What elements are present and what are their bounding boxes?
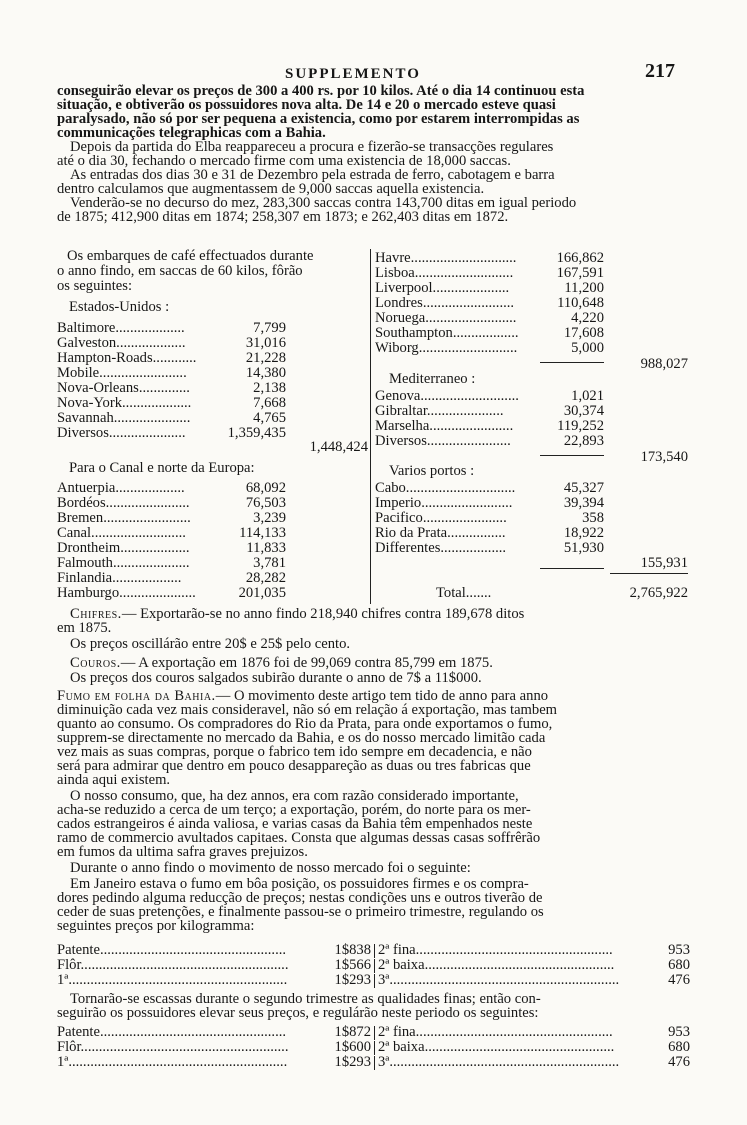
var-port-name: Differentes.................. — [375, 541, 507, 556]
us-port-value: 4,765 — [253, 410, 286, 426]
us-total: 1,448,424 — [309, 439, 368, 455]
price-grade: 1ª............................................................ — [57, 973, 288, 988]
us-port-value: 7,668 — [253, 395, 286, 411]
fumo-text: — O movimento deste artigo tem tido de anno para anno — [215, 688, 549, 704]
us-port-name: Galveston................... — [57, 336, 186, 351]
running-header: SUPPLEMENTO — [285, 66, 421, 82]
price-value: 953 — [668, 1024, 690, 1040]
north-total: 988,027 — [640, 356, 688, 372]
north-port-value: 11,200 — [564, 280, 604, 296]
us-port-name: Nova-York................... — [57, 396, 192, 411]
fumo-p4-line: Em Janeiro estava o fumo em bôa posição, os possuidores firmes e os compra- — [70, 876, 529, 892]
price-value: 680 — [668, 957, 690, 973]
sum-rule — [540, 568, 604, 569]
north-port-value: 17,608 — [563, 325, 604, 341]
shipments-intro: os seguintes: — [57, 278, 132, 294]
price-grade: 2ª fina...................................................... — [378, 1025, 613, 1040]
chifres-line: em 1875. — [57, 620, 112, 636]
var-port-value: 39,394 — [563, 495, 604, 511]
chifres-prices: Os preços oscillárão entre 20$ e 25$ pelo cento. — [70, 636, 351, 652]
price-grade: 2ª baixa.................................................... — [378, 958, 615, 973]
sum-rule — [610, 573, 688, 574]
para2-line: Depois da partida do Elba reappareceu a procura e fizerão-se transacções regulares — [70, 139, 554, 155]
couros-text: — A exportação em 1876 foi de 99,069 contra 85,799 em 1875. — [120, 655, 493, 671]
us-port-name: Hampton-Roads............ — [57, 351, 197, 366]
fumo-p2-line: acha-se reduzido a cerca de um terço; a exportação, porém, do norte para os mer- — [57, 802, 531, 818]
fumo-p3-line: Durante o anno findo o movimento de nosso mercado foi o seguinte: — [70, 860, 471, 876]
fumo-line: ainda aqui existem. — [57, 772, 171, 788]
north-port-name: Southampton.................. — [375, 326, 519, 341]
var-port-value: 45,327 — [563, 480, 604, 496]
med-port-name: Gibraltar..................... — [375, 404, 504, 419]
med-port-value: 1,021 — [571, 388, 604, 404]
eu-port-name: Antuerpia................... — [57, 481, 185, 496]
med-port-value: 22,893 — [563, 433, 604, 449]
us-port-value: 14,380 — [245, 365, 286, 381]
var-port-value: 51,930 — [563, 540, 604, 556]
price-divider — [374, 959, 375, 973]
north-port-value: 166,862 — [556, 250, 604, 266]
para1-line: situação, e obtiverão os possuidores nova alta. De 14 e 20 o mercado esteve quasi — [57, 97, 556, 113]
var-port-name: Imperio......................... — [375, 496, 513, 511]
var-heading: Varios portos : — [389, 463, 475, 479]
eu-port-value: 68,092 — [245, 480, 286, 496]
chifres-text: — Exportarão-se no anno findo 218,940 chifres contra 189,678 ditos — [121, 606, 525, 622]
us-port-name: Savannah..................... — [57, 411, 191, 426]
chifres-label: Chifres. — [70, 606, 122, 622]
price-grade: 1ª............................................................ — [57, 1055, 288, 1070]
us-port-value: 7,799 — [253, 320, 286, 336]
eu-port-value: 114,133 — [239, 525, 286, 541]
north-port-name: Havre............................. — [375, 251, 517, 266]
price-value: 476 — [668, 1054, 690, 1070]
fumo-p4-line: ceder de suas pretenções, e finalmente passou-se o primeiro trimestre, regulando os — [57, 904, 544, 920]
eu-port-value: 3,239 — [253, 510, 286, 526]
var-total: 155,931 — [640, 555, 688, 571]
column-divider — [370, 249, 371, 604]
price-grade: Patente................................................... — [57, 943, 287, 958]
couros-label: Couros. — [70, 655, 121, 671]
shipments-intro: o anno findo, em saccas de 60 kilos, fôrão — [57, 263, 303, 279]
price-grade: 2ª fina...................................................... — [378, 943, 613, 958]
fumo-line: quanto ao consumo. Os compradores do Rio da Prata, para onde exportamos o fumo, — [57, 716, 553, 732]
para2-line: até o dia 30, fechando o mercado firme com uma existencia de 18,000 saccas. — [57, 153, 511, 169]
sum-rule — [540, 362, 604, 363]
fumo-p4-line: seguintes preços por kilogramma: — [57, 918, 255, 934]
us-port-name: Diversos..................... — [57, 426, 186, 441]
para1-line: communicações telegraphicas com a Bahia. — [57, 125, 326, 141]
total-label-text: Total — [436, 585, 466, 601]
us-port-name: Baltimore................... — [57, 321, 185, 336]
med-port-name: Genova........................... — [375, 389, 519, 404]
fumo-p2-line: ramo de commercio avultados capitaes. Consta que algumas dessas casas soffrêrão — [57, 830, 541, 846]
var-port-name: Rio da Prata................ — [375, 526, 506, 541]
north-port-name: Lisboa........................... — [375, 266, 514, 281]
eu-port-name: Hamburgo..................... — [57, 586, 196, 601]
us-port-value: 2,138 — [253, 380, 286, 396]
eu-port-value: 76,503 — [245, 495, 286, 511]
fumo-line: será para admirar que dentro em pouco desappareção as duas ou tres fabricas que — [57, 758, 531, 774]
total-label: Total....... — [436, 585, 492, 601]
eu-port-name: Canal.......................... — [57, 526, 186, 541]
eu-port-value: 201,035 — [238, 585, 286, 601]
us-port-name: Nova-Orleans.............. — [57, 381, 190, 396]
eu-port-value: 3,781 — [253, 555, 286, 571]
med-port-value: 119,252 — [557, 418, 604, 434]
north-port-value: 167,591 — [556, 265, 604, 281]
couros-line: Os preços dos couros salgados subirão durante o anno de 7$ a 11$000. — [70, 670, 482, 686]
north-port-value: 5,000 — [571, 340, 604, 356]
para3-line: As entradas dos dias 30 e 31 de Dezembro pela estrada de ferro, cabotagem e barra — [70, 167, 555, 183]
para1-line: paralysado, não só por ser pequena a existencia, como por estarem interrompidas as — [57, 111, 580, 127]
eu-port-name: Finlandia................... — [57, 571, 182, 586]
fumo-p2-line: em fumos da ultima safra graves prejuizos. — [57, 844, 308, 860]
us-port-name: Mobile........................ — [57, 366, 187, 381]
couros-line — [70, 656, 493, 671]
fumo-line: diminuição cada vez mais consideravel, não só em relação á exportação, mas tambem — [57, 702, 558, 718]
eu-heading: Para o Canal e norte da Europa: — [69, 460, 255, 476]
price-value: 680 — [668, 1039, 690, 1055]
med-heading: Mediterraneo : — [389, 371, 476, 387]
price-value: 953 — [668, 942, 690, 958]
price-grade: 2ª baixa.................................................... — [378, 1040, 615, 1055]
price-grade: Flôr......................................................... — [57, 1040, 289, 1055]
para4-line: de 1875; 412,900 ditas em 1874; 258,307 em 1873; e 262,403 ditas em 1872. — [57, 209, 509, 225]
fumo-p4-line: dores pedindo alguma reducção de preços; nestas condições uns e outros tiverão de — [57, 890, 543, 906]
shipments-intro: Os embarques de café effectuados durante — [67, 248, 314, 264]
para1-line: conseguirão elevar os preços de 300 a 400 rs. por 10 kilos. Até o dia 14 continuou esta — [57, 83, 585, 99]
med-port-name: Marselha....................... — [375, 419, 514, 434]
eu-port-value: 11,833 — [246, 540, 286, 556]
eu-port-name: Bordéos....................... — [57, 496, 190, 511]
eu-port-name: Falmouth..................... — [57, 556, 190, 571]
fumo-p5-line: Tornarão-se escassas durante o segundo trimestre as qualidades finas; então con- — [70, 991, 541, 1007]
price-grade: Patente................................................... — [57, 1025, 287, 1040]
price-value: 1$293 — [334, 972, 371, 988]
med-total: 173,540 — [640, 449, 688, 465]
var-port-value: 358 — [582, 510, 604, 526]
grand-total: 2,765,922 — [629, 585, 688, 601]
price-grade: 3ª............................................................... — [378, 973, 620, 988]
price-value: 1$566 — [334, 957, 371, 973]
sum-rule — [540, 455, 604, 456]
us-port-value: 1,359,435 — [227, 425, 286, 441]
var-port-name: Cabo.............................. — [375, 481, 516, 496]
price-value: 1$872 — [334, 1024, 371, 1040]
price-grade: 3ª............................................................... — [378, 1055, 620, 1070]
north-port-name: Liverpool..................... — [375, 281, 510, 296]
eu-port-name: Drontheim................... — [57, 541, 190, 556]
eu-port-name: Bremen........................ — [57, 511, 191, 526]
para4-line: Venderão-se no decurso do mez, 283,300 saccas contra 143,700 ditas em igual periodo — [70, 195, 577, 211]
north-port-value: 110,648 — [557, 295, 604, 311]
us-heading: Estados-Unidos : — [69, 299, 170, 315]
page-number: 217 — [645, 60, 675, 82]
fumo-p5-line: seguirão os possuidores elevar seus preços, e regulárão neste periodo os seguintes: — [57, 1005, 539, 1021]
chifres-line — [70, 607, 524, 622]
fumo-label: Fumo em folha da Bahia. — [57, 688, 216, 704]
price-divider — [374, 944, 375, 958]
north-port-name: Londres......................... — [375, 296, 515, 311]
price-grade: Flôr......................................................... — [57, 958, 289, 973]
north-port-value: 4,220 — [571, 310, 604, 326]
price-value: 1$600 — [334, 1039, 371, 1055]
price-value: 1$293 — [334, 1054, 371, 1070]
fumo-p2-line: cados estrangeiros é ainda valiosa, e varias casas da Bahia têm empenhados neste — [57, 816, 533, 832]
us-port-value: 21,228 — [245, 350, 286, 366]
var-port-value: 18,922 — [563, 525, 604, 541]
price-value: 476 — [668, 972, 690, 988]
fumo-p2-line: O nosso consumo, que, ha dez annos, era com razão considerado importante, — [70, 788, 519, 804]
price-value: 1$838 — [334, 942, 371, 958]
para3-line: dentro calculamos que augmentassem de 9,000 saccas aquella existencia. — [57, 181, 485, 197]
price-divider — [374, 974, 375, 988]
north-port-name: Wiborg........................... — [375, 341, 518, 356]
us-port-value: 31,016 — [245, 335, 286, 351]
price-divider — [374, 1056, 375, 1070]
fumo-line: supprem-se directamente no mercado da Bahia, e os do nosso mercado limitão cada — [57, 730, 546, 746]
med-port-name: Diversos....................... — [375, 434, 511, 449]
north-port-name: Noruega......................... — [375, 311, 517, 326]
eu-port-value: 28,282 — [245, 570, 286, 586]
price-divider — [374, 1041, 375, 1055]
var-port-name: Pacifico....................... — [375, 511, 507, 526]
fumo-line: vez mais as suas compras, porque o fabrico tem ido sempre em decadencia, e não — [57, 744, 532, 760]
price-divider — [374, 1026, 375, 1040]
med-port-value: 30,374 — [563, 403, 604, 419]
